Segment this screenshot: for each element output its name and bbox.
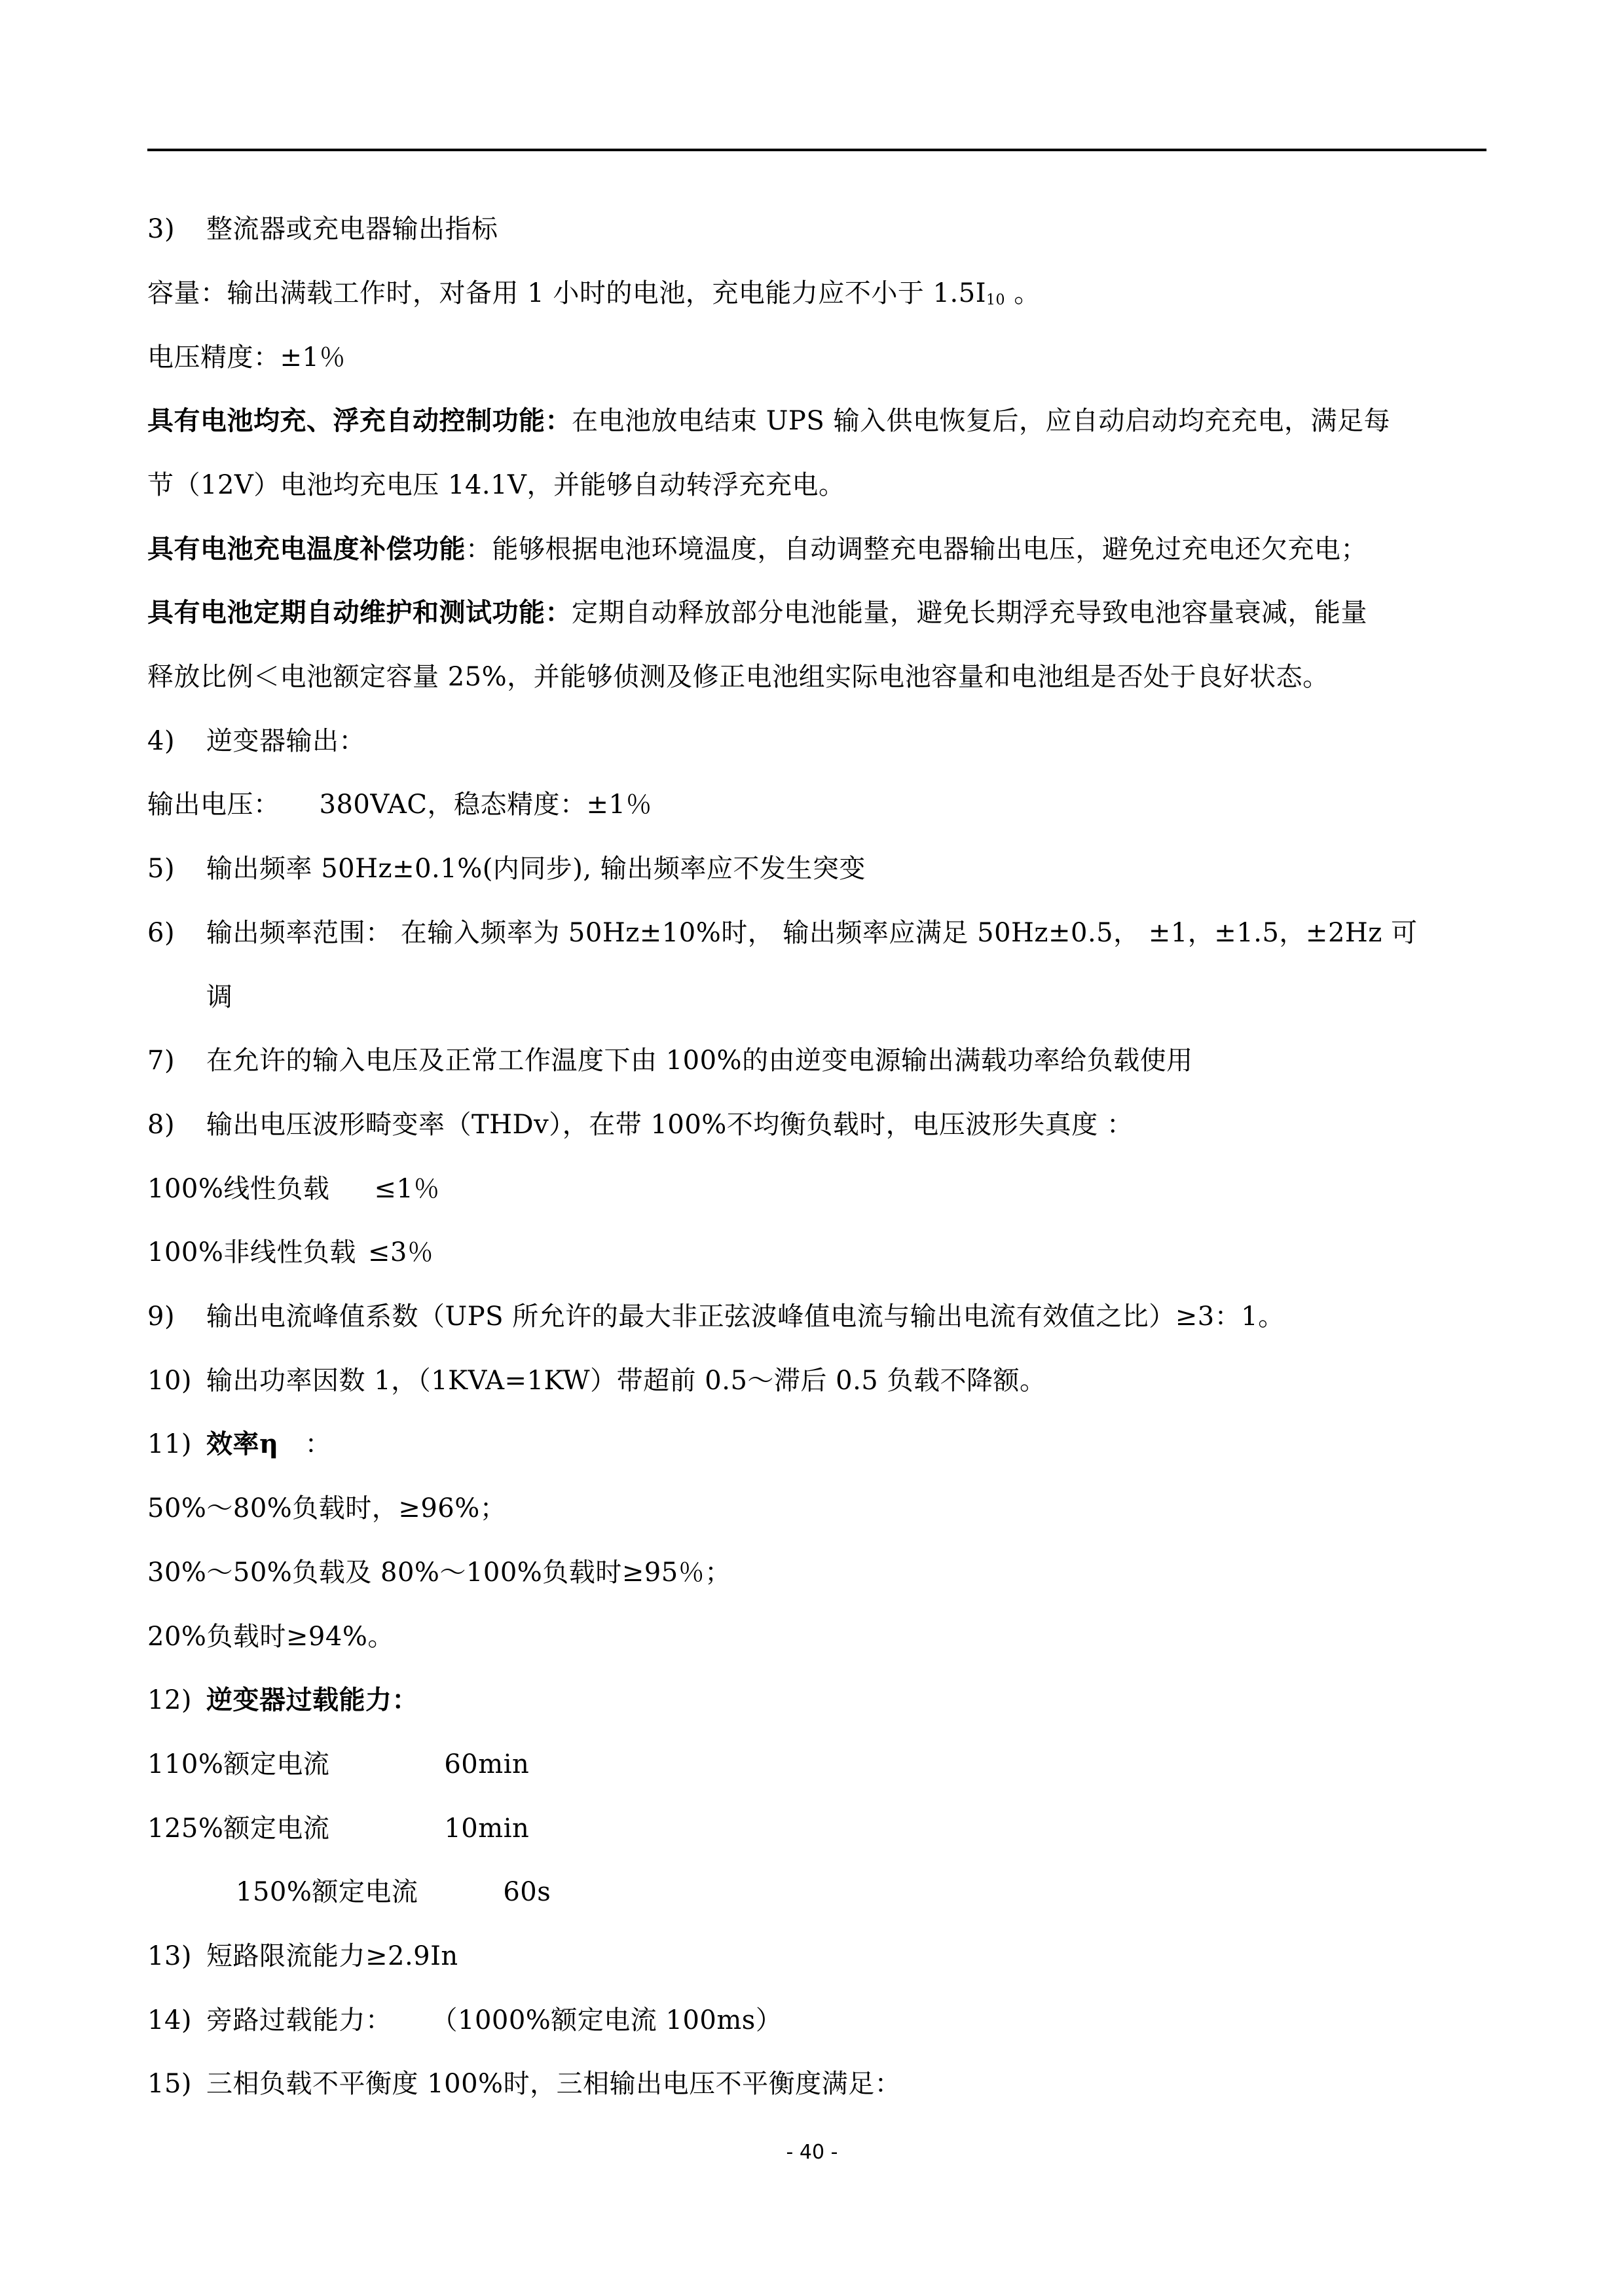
bold-heading: 逆变器过载能力： [206,1685,418,1715]
item-text: 输出电流峰值系数（UPS 所允许的最大非正弦波峰值电流与输出电流有效值之比）≥3：1。 [206,1302,1285,1332]
item-text: 三相负载不平衡度 100%时，三相输出电压不平衡度满足： [206,2069,902,2099]
spec-item-4 [147,723,365,759]
nonlinear-load-line [147,1234,434,1271]
overload-row-150 [236,1874,551,1910]
item-text: ： [304,1429,332,1459]
spec-item-8 [147,1106,1134,1143]
output-voltage-line [147,786,652,823]
maintenance-test-line [147,594,1367,631]
line-label: 100%非线性负载 [147,1237,356,1267]
item-number: 15) [147,2069,193,2099]
spec-item-9 [147,1298,1285,1335]
item-text: 在允许的输入电压及正常工作温度下由 100%的由逆变电源输出满载功率给负载使用 [206,1046,1193,1076]
efficiency-line-1 [147,1490,506,1527]
linear-load-line [147,1171,440,1207]
equalize-charge-line [147,403,1390,439]
line-text: 在电池放电结束 UPS 输入供电恢复后，应自动启动均充充电，满足每 [572,406,1390,436]
line-tail: 。 [1005,278,1041,308]
item-number: 14) [147,2005,193,2035]
bold-heading: 具有电池充电温度补偿功能 [147,534,466,564]
item-text: 逆变器输出： [206,726,365,756]
page-number: - 40 - [786,2141,838,2164]
line-text: ：能够根据电池环境温度，自动调整充电器输出电压，避免过充电还欠充电； [466,534,1367,564]
item-number: 12) [147,1685,193,1715]
spec-item-13 [147,1938,458,1975]
bold-heading: 具有电池定期自动维护和测试功能： [147,597,572,628]
item-number: 8) [147,1110,175,1140]
spec-item-12 [147,1682,418,1719]
line-text: 释放比例＜电池额定容量 25%，并能够侦测及修正电池组实际电池容量和电池组是否处于良好状态。 [147,662,1329,692]
temperature-compensation-line [147,531,1367,568]
item-number: 3) [147,214,175,244]
item-text: 输出电压波形畸变率（THDv），在带 100%不均衡负载时，电压波形失真度 ： [206,1110,1134,1140]
header-rule [147,149,1486,151]
line-text: 节（12V）电池均充电压 14.1V，并能够自动转浮充充电。 [147,470,845,500]
overload-row-125 [147,1810,529,1847]
capacity-line [147,275,1041,319]
spec-item-3 [147,211,498,247]
item-text: 输出频率范围： 在输入频率为 50Hz±10%时， 输出频率应满足 50Hz±0.5， ±1，±1.5，±2Hz 可 [206,918,1418,948]
line-text: 50%～80%负载时，≥96%； [147,1493,507,1523]
line-text: ≤1％ [374,1174,440,1204]
item-number: 4) [147,726,175,756]
line-text: 20%负载时≥94%。 [147,1622,394,1652]
item-number: 9) [147,1302,175,1332]
line-text: 30%～50%负载及 80%～100%负载时≥95％； [147,1558,731,1588]
item-text: 短路限流能力≥2.9In [206,1941,458,1971]
spec-item-5 [147,850,866,887]
subscript-text: 10 [986,292,1006,308]
item-number: 5) [147,854,175,884]
line-text: 60min [444,1749,530,1779]
efficiency-line-2 [147,1554,731,1591]
item-text: （1000%额定电流 100ms） [431,2005,783,2035]
line-text: 380VAC，稳态精度：±1％ [319,790,652,820]
line-text: 电压精度：±1％ [147,342,346,373]
line-label: 输出电压： [147,790,280,820]
line-text: ≤3％ [367,1237,434,1267]
spec-item-10 [147,1362,1046,1399]
item-number: 13) [147,1941,193,1971]
maintenance-test-continued [147,659,1329,695]
spec-item-14 [147,2002,782,2039]
item-number: 10) [147,1366,193,1396]
line-label: 110%额定电流 [147,1749,330,1779]
line-label: 150%额定电流 [236,1877,418,1907]
line-text: 调 [206,982,233,1012]
spec-item-7 [147,1042,1193,1079]
item-number: 11) [147,1429,193,1459]
voltage-accuracy-line [147,339,346,376]
item-number: 6) [147,918,175,948]
bold-heading: 具有电池均充、浮充自动控制功能： [147,405,572,436]
spec-item-11 [147,1426,331,1463]
line-label: 125%额定电流 [147,1813,330,1844]
item-label: 旁路过载能力： [206,2005,392,2035]
item-text: 输出功率因数 1，（1KVA=1KW）带超前 0.5～滞后 0.5 负载不降额。 [206,1366,1046,1396]
equalize-charge-continued [147,467,845,503]
line-text: 10min [444,1813,530,1844]
spec-item-15 [147,2066,901,2102]
spec-item-6-continued [206,979,233,1015]
item-text: 整流器或充电器输出指标 [206,214,498,244]
efficiency-line-3 [147,1618,394,1655]
item-number: 7) [147,1046,175,1076]
item-text: 输出频率 50Hz±0.1%(内同步), 输出频率应不发生突变 [206,854,866,884]
line-text: 定期自动释放部分电池能量，避免长期浮充导致电池容量衰减，能量 [572,598,1367,628]
line-label: 100%线性负载 [147,1174,330,1204]
overload-row-110 [147,1746,529,1783]
bold-heading: 效率η [206,1429,279,1459]
line-text: 60s [503,1877,551,1907]
line-text: 容量：输出满载工作时，对备用 1 小时的电池，充电能力应不小于 1.5I [147,278,987,308]
spec-item-6 [147,915,1418,951]
